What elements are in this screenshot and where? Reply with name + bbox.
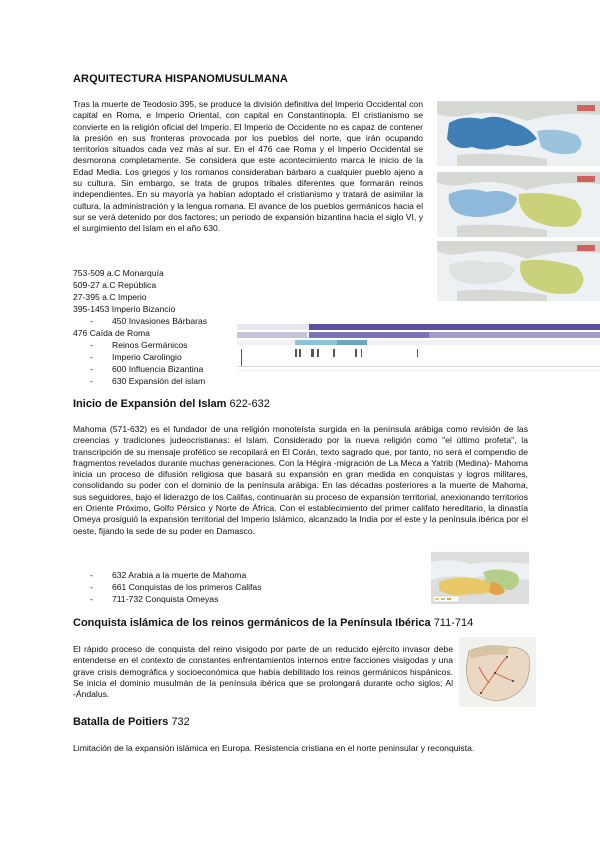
map-islamic-expansion [431,552,529,604]
section-body: Limitación de la expansión islámica en Europa. Resistencia cristiana en el norte peninsular y reconquista. [73,743,475,753]
section-heading: Conquista islámica de los reinos germánicos de la Península Ibérica 711-714 [73,617,474,629]
section-heading: Inicio de Expansión del Islam 622-632 [73,398,270,410]
section-bullet: - 661 Conquistas de los primeros Califas [90,582,262,592]
chronology-bullet: - Imperio Carolingio [90,352,182,362]
timeline-graphic [237,320,600,375]
page-title: ARQUITECTURA HISPANOMUSULMANA [73,73,288,85]
chronology-line: 509-27 a.C República [73,280,157,290]
intro-paragraph: Tras la muerte de Teodosio 395, se produce la división definitiva del Imperio Occidental con capital en Roma, e Imperio Oriental, con capital en Constantinopla. El cristianismo se convierte en la religión oficial del Imperio. El Imperio de Occidente no es capaz de contener la presión en sus fronteras provocada por los pueblos del norte, que irán ocupando territorios situados cada vez más al sur. En el 476 cae Roma y el Imperio Occidental se desmorona completamente. Se considera que este acontecimiento marca le inicio de la Edad Media. Los griegos y los romanos consideraban bárbaro a cualquier pueblo ajeno a su cultura. Sin embargo, se trata de grupos tribales diferentes que formarán reinos independientes. En su mayoría ya habían adoptado el cristianismo y tratará de asimilar la cultura, la administración y la lengua romana. El avance de los pueblos germánicos hacia el sur se verá detenido por dos factores; un periodo de expansión bizantina hacia el siglo VI, y el surgimiento del Islam en el año 630. [73,99,423,234]
section-body: Mahoma (571-632) es el fundador de una religión monoteísta surgida en la península arábiga como revisión de las creencias y tradiciones judeocristianas: el Islam. Considerado por la nueva religión como "el último profeta", la transcripción de su mensaje profético se recopilará en El Corán, texto sagrado que, por tanto, no será el compendio de fragmentos revelados durante muchas generaciones. Con la Hégira -migración de La Meca a Yatrib (Medina)- Mahoma inicia un proceso de difusión religiosa que basará su expansión en gran medida en conquistas y logros militares, consolidando su poder con el dominio de la península arábiga. En las décadas posteriores a la muerte de Mahoma, sus seguidores, bajo el liderazgo de los Califas, continuarán su proceso de expansión territorial, anexionando territorios en Oriente Próximo, Golfo Pérsico y Norte de África. Con el establecimiento del primer califato hereditario, la dinastía Omeya prosiguió la expansión territorial del Imperio Islámico, alcanzado la India por el este y la península ibérica por el oeste, fijando la sede de su poder en Damasco. [73,424,528,536]
map-roman-empire-1 [437,101,600,166]
section-heading: Batalla de Poitiers 732 [73,716,190,728]
chronology-line: 27-395 a.C Imperio [73,292,147,302]
chronology-subitem: - 450 Invasiones Bárbaras [90,316,208,326]
chronology-line: 753-509 a.C Monarquía [73,268,164,278]
section-bullet: - 632 Arabia a la muerte de Mahoma [90,570,247,580]
chronology-line: 395-1453 Imperio Bizancio [73,304,176,314]
map-roman-empire-3 [437,241,600,301]
chronology-bullet: - 600 Influencia Bizantina [90,364,204,374]
chronology-bullet: - 630 Expansión del islam [90,376,206,386]
map-roman-empire-2 [437,172,600,237]
chronology-line: 476 Caída de Roma [73,328,150,338]
section-bullet: - 711-732 Conquista Omeyas [90,594,219,604]
map-iberian-peninsula [459,637,536,707]
section-body: El rápido proceso de conquista del reino visigodo por parte de un reducido ejército invasor debe entenderse en el contexto de constantes enfrentamientos internos entre facciones visigodas y una grave crisis demográfica y socioeconómica que había debilitado los reinos germánicos hispánicos. Se inicia el dominio musulmán de la península ibérica que se prolongará durante ocho siglos; Al -Ándalus. [73,644,453,700]
chronology-bullet: - Reinos Germánicos [90,340,188,350]
